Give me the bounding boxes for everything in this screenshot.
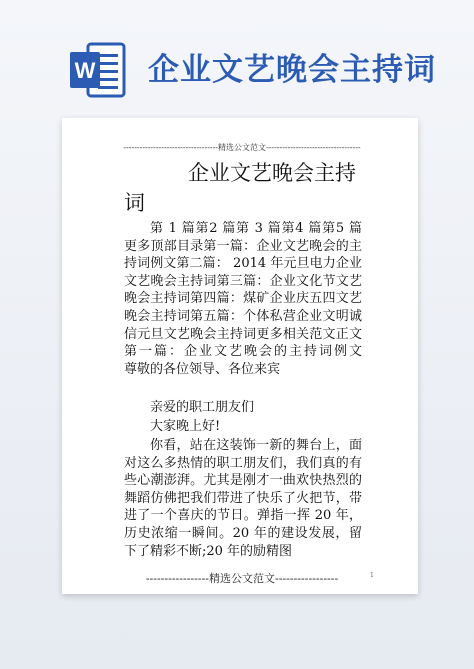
page-footer: -----------------精选公文范文----------------- bbox=[145, 572, 339, 585]
body-paragraph-2: 你看，站在这装饰一新的舞台上，面对这么多热情的职工朋友们，我们真的有些心潮澎湃。尤其是刚才一曲欢快热烈的舞蹈仿佛把我们带进了快乐了火把节，带进了一个喜庆的节日。弹指一挥 20 年，历史浓缩一瞬间。20 年的建设发展，留下了精彩不断;20 年的励精图 bbox=[124, 438, 362, 559]
banner bbox=[0, 0, 474, 110]
page-number: 1 bbox=[370, 572, 374, 579]
title-line-1: 企业文艺晚会主持 bbox=[188, 161, 356, 185]
page-header: -----------------------------------精选公文范文----------------------------------- bbox=[123, 143, 361, 152]
word-document-icon bbox=[68, 40, 128, 100]
document-page bbox=[62, 118, 418, 594]
greeting-line-1: 亲爱的职工朋友们 bbox=[150, 400, 255, 415]
greeting-line-2: 大家晚上好! bbox=[150, 419, 221, 434]
word-icon-letter: W bbox=[74, 58, 96, 83]
body-paragraph-1: 第 1 篇第2 篇第 3 篇第4 篇第5 篇更多顶部目录第一篇：企业文艺晚会的主持词例文第二篇： 2014 年元旦电力企业文艺晚会主持词第三篇：企业文化节文艺晚会主持词第四篇：煤矿企业庆五四文艺晚会主持词第五篇：个体私营企业文明诚信元旦文艺晚会主持词更多相关范文正文第一篇：企业文艺晚会的主持词例文 尊敬的各位领导、各位来宾 bbox=[124, 221, 389, 377]
document-title bbox=[124, 158, 384, 218]
title-line-2: 词 bbox=[124, 191, 145, 215]
banner-title: 企业文艺晚会主持词 bbox=[148, 52, 436, 88]
